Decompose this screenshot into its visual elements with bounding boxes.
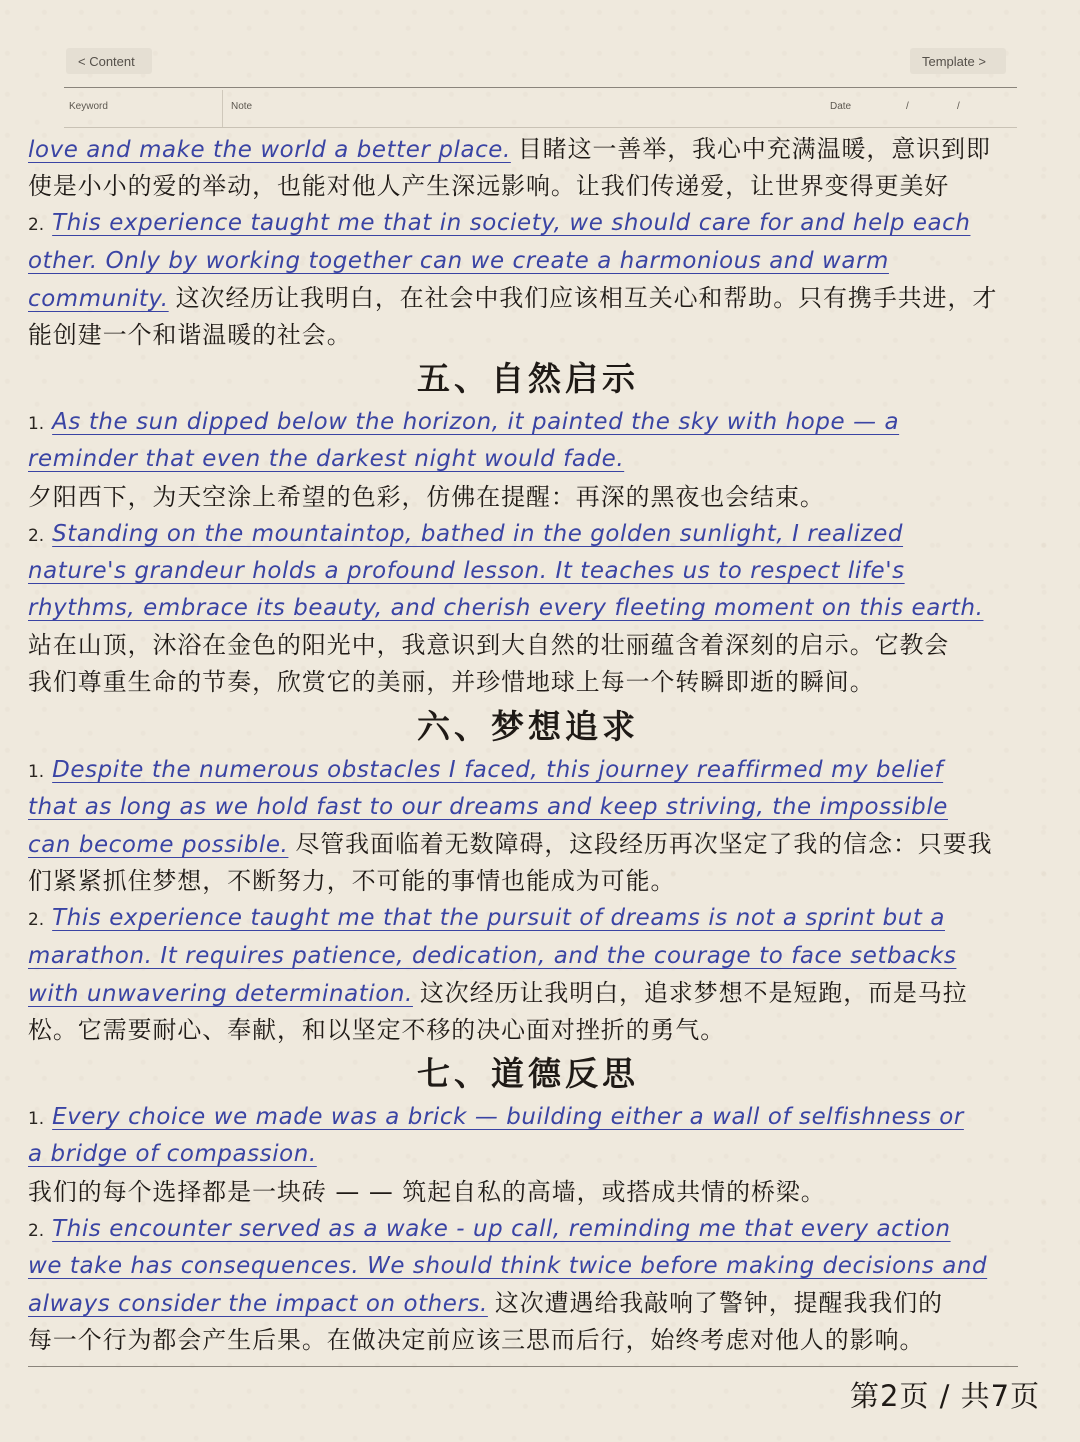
text-line [28,826,1048,863]
chinese-translation: 夕阳西下，为天空涂上希望的色彩，仿佛在提醒：再深的黑夜也会结束。 [28,482,825,511]
text-line [28,900,1048,937]
chinese-translation: 松。它需要耐心、奉献，和以坚定不移的决心面对挫折的勇气。 [28,1015,726,1044]
text-line [28,516,1048,553]
text-line [28,1248,1048,1285]
english-sentence: Standing on the mountaintop, bathed in the golden sunlight, I realized [52,520,904,547]
text-line [28,404,1048,441]
text-line [28,627,1048,664]
text-line [28,1174,1048,1211]
english-sentence: a bridge of compassion. [28,1141,317,1168]
text-line [28,1211,1048,1248]
text-line [28,1099,1048,1136]
chinese-translation: 站在山顶，沐浴在金色的阳光中，我意识到大自然的壮丽蕴含着深刻的启示。它教会 [28,631,950,660]
text-line [28,243,1048,280]
text-line [28,1012,1048,1049]
template-button[interactable]: Template > [910,48,1006,74]
english-sentence: with unwavering determination. [28,980,413,1007]
chinese-translation: 能创建一个和谐温暖的社会。 [28,320,352,349]
text-line [28,1322,1048,1359]
text-line [28,205,1048,242]
item-number: 2. [28,215,45,236]
footer-rule [28,1366,1018,1367]
section-heading-morality: 七、道德反思 [417,1054,639,1094]
chinese-translation: 这次经历让我明白，追求梦想不是短跑，而是马拉 [419,978,968,1007]
item-number: 1. [28,761,45,782]
text-line [28,789,1048,826]
chinese-translation: 我们的每个选择都是一块砖 — — 筑起自私的高墙，或搭成共情的桥梁。 [28,1177,826,1206]
english-sentence: rhythms, embrace its beauty, and cherish every fleeting moment on this earth. [28,595,984,622]
english-sentence: This experience taught me that the pursuit of dreams is not a sprint but a [52,905,945,932]
text-line [28,553,1048,590]
item-number: 2. [28,525,45,546]
section-heading-dreams: 六、梦想追求 [417,706,639,746]
chinese-translation: 们紧紧抓住梦想，不断努力，不可能的事情也能成为可能。 [28,867,676,896]
keyword-field-label: Keyword [69,101,108,112]
english-sentence: nature's grandeur holds a profound lesson. It teaches us to respect life's [28,557,905,584]
date-field-label: Date [830,101,852,112]
chinese-translation: 使是小小的爱的举动，也能对他人产生深远影响。让我们传递爱，让世界变得更美好 [28,172,950,201]
date-separator: / [906,101,909,112]
text-line [28,1136,1048,1173]
english-sentence: This encounter served as a wake - up call, reminding me that every action [52,1215,951,1242]
date-separator: / [957,101,960,112]
english-sentence: other. Only by working together can we create a harmonious and warm [28,247,889,274]
section-heading-nature: 五、自然启示 [417,359,639,399]
note-body [28,131,1052,1359]
item-number: 2. [28,1220,45,1241]
chinese-translation: 目睹这一善举，我心中充满温暖，意识到即 [517,135,991,163]
meta-divider [222,90,223,127]
text-line [28,938,1048,975]
text-line [28,863,1048,900]
text-line [28,975,1048,1012]
item-number: 1. [28,414,45,435]
item-number: 2. [28,910,45,931]
english-sentence: Every choice we made was a brick — building either a wall of selfishness or [52,1104,964,1131]
english-sentence: can become possible. [28,832,289,858]
english-sentence: As the sun dipped below the horizon, it painted the sky with hope — a [52,409,900,436]
chinese-translation: 尽管我面临着无数障碍，这段经历再次坚定了我的信念：只要我 [295,830,993,858]
note-field-label: Note [231,101,253,112]
text-line [28,479,1048,516]
english-sentence: This experience taught me that in society, we should care for and help each [52,210,971,237]
back-to-content-button[interactable]: < Content [66,48,152,74]
text-line [28,752,1048,789]
text-line [28,280,1048,317]
text-line [28,664,1048,701]
chinese-translation: 每一个行为都会产生后果。在做决定前应该三思而后行，始终考虑对他人的影响。 [28,1326,925,1355]
chinese-translation: 这次经历让我明白，在社会中我们应该相互关心和帮助。只有携手共进，才 [175,283,998,312]
chinese-translation: 我们尊重生命的节奏，欣赏它的美丽，并珍惜地球上每一个转瞬即逝的瞬间。 [28,668,875,697]
english-sentence: Despite the numerous obstacles I faced, this journey reaffirmed my belief [52,756,944,783]
text-line [28,1285,1048,1322]
english-sentence: always consider the impact on others. [28,1291,488,1318]
page-number: 第2页 / 共7页 [850,1379,1041,1413]
english-sentence: that as long as we hold fast to our dreams and keep striving, the impossible [28,793,948,820]
text-line [28,131,1048,168]
text-line [28,168,1048,205]
header-rule [64,87,1017,88]
english-sentence: community. [28,285,169,312]
english-sentence: love and make the world a better place. [28,137,511,163]
meta-rule [64,127,1017,128]
english-sentence: marathon. It requires patience, dedication, and the courage to face setbacks [28,942,957,969]
chinese-translation: 这次遭遇给我敲响了警钟，提醒我我们的 [494,1289,944,1318]
text-line [28,590,1048,627]
english-sentence: we take has consequences. We should think twice before making decisions and [28,1252,988,1279]
item-number: 1. [28,1109,45,1130]
english-sentence: reminder that even the darkest night would fade. [28,446,625,473]
text-line [28,441,1048,478]
text-line [28,317,1048,354]
